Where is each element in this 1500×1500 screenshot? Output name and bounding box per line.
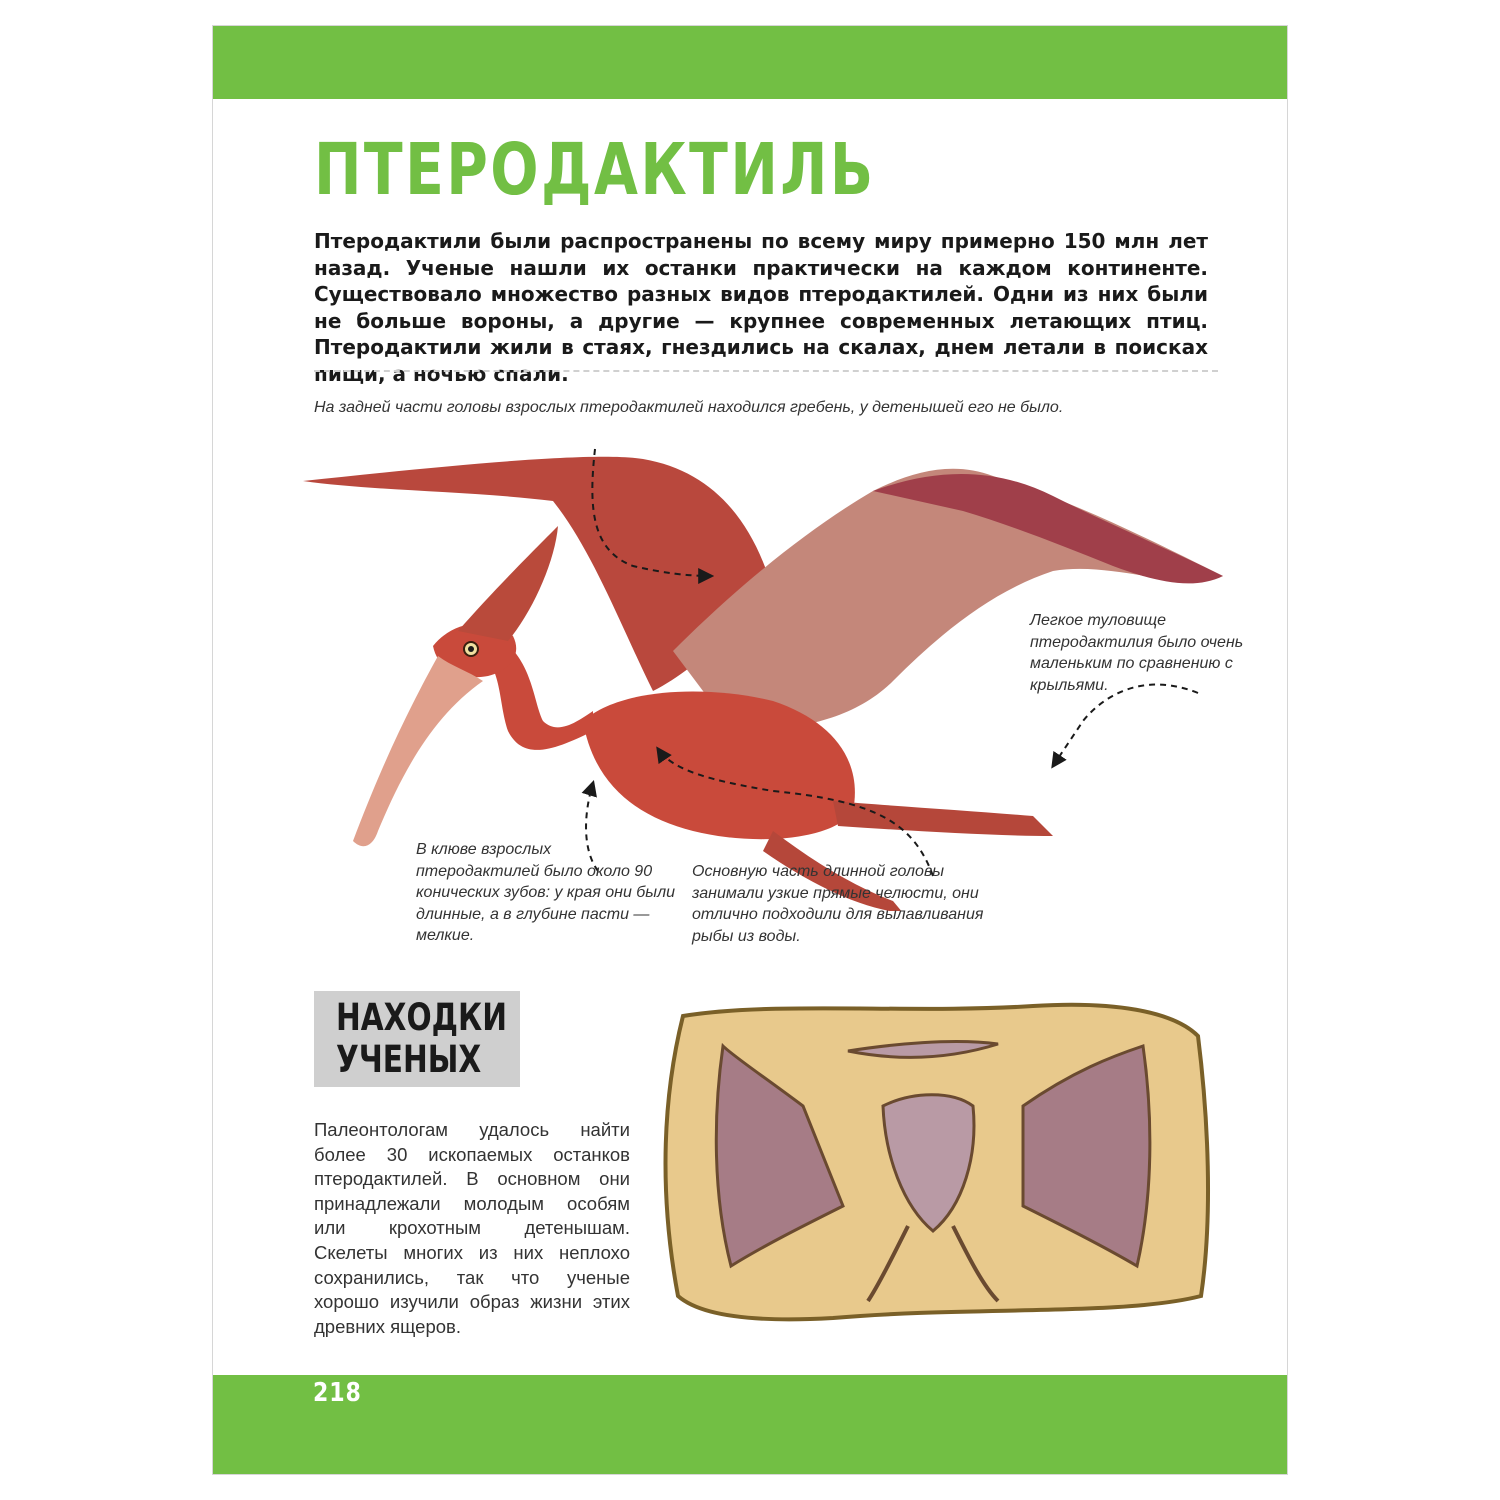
- findings-heading-box: [314, 991, 520, 1087]
- dashed-divider: [314, 370, 1218, 372]
- annotation-beak: В клюве взрослых птеродактилей было около 90 конических зубов: у края они были длинные, а в глубине пасти — мелкие.: [416, 841, 675, 944]
- intro-paragraph: Птеродактили были распространены по всему миру примерно 150 млн лет назад. Ученые нашли их останки практически на каждом континенте. Существовало множество разных видов птеродактилей. Одни из них были не больше вороны, а другие — крупнее современных летающих птиц. Птеродактили жили в стаях, гнездились на скалах, днем летали в поисках пищи, а ночью спали.: [314, 229, 1208, 386]
- annotation-crest: На задней части головы взрослых птеродактилей находился гребень, у детенышей его не было.: [314, 399, 1064, 416]
- fossil-skeleton-illustration: [653, 996, 1213, 1326]
- beak: [353, 656, 483, 846]
- hind-leg-upper: [833, 801, 1053, 836]
- crest: [458, 526, 558, 641]
- findings-paragraph: Палеонтологам удалось найти более 30 ископаемых останков птеродактилей. В основном они принадлежали молодым особям или крохотным детенышам. Скелеты многих из них неплохо сохранились, так что ученые хорошо изучили образ жизни этих древних ящеров.: [314, 1119, 630, 1337]
- annotation-jaws: Основную часть длинной головы занимали узкие прямые челюсти, они отлично подходили для вылавливания рыбы из воды.: [692, 863, 984, 945]
- book-page: [212, 25, 1288, 1475]
- findings-title: НАХОДКИ УЧЕНЫХ: [336, 996, 507, 1081]
- arrow-to-body: [1053, 685, 1198, 766]
- page-number: 218: [313, 1378, 362, 1408]
- annotation-torso: Легкое туловище птеродактилия было очень маленьким по сравнению с крыльями.: [1030, 612, 1244, 694]
- bottom-color-band: [213, 1375, 1287, 1474]
- top-color-band: [213, 26, 1287, 99]
- page-title: ПТЕРОДАКТИЛЬ: [314, 128, 876, 211]
